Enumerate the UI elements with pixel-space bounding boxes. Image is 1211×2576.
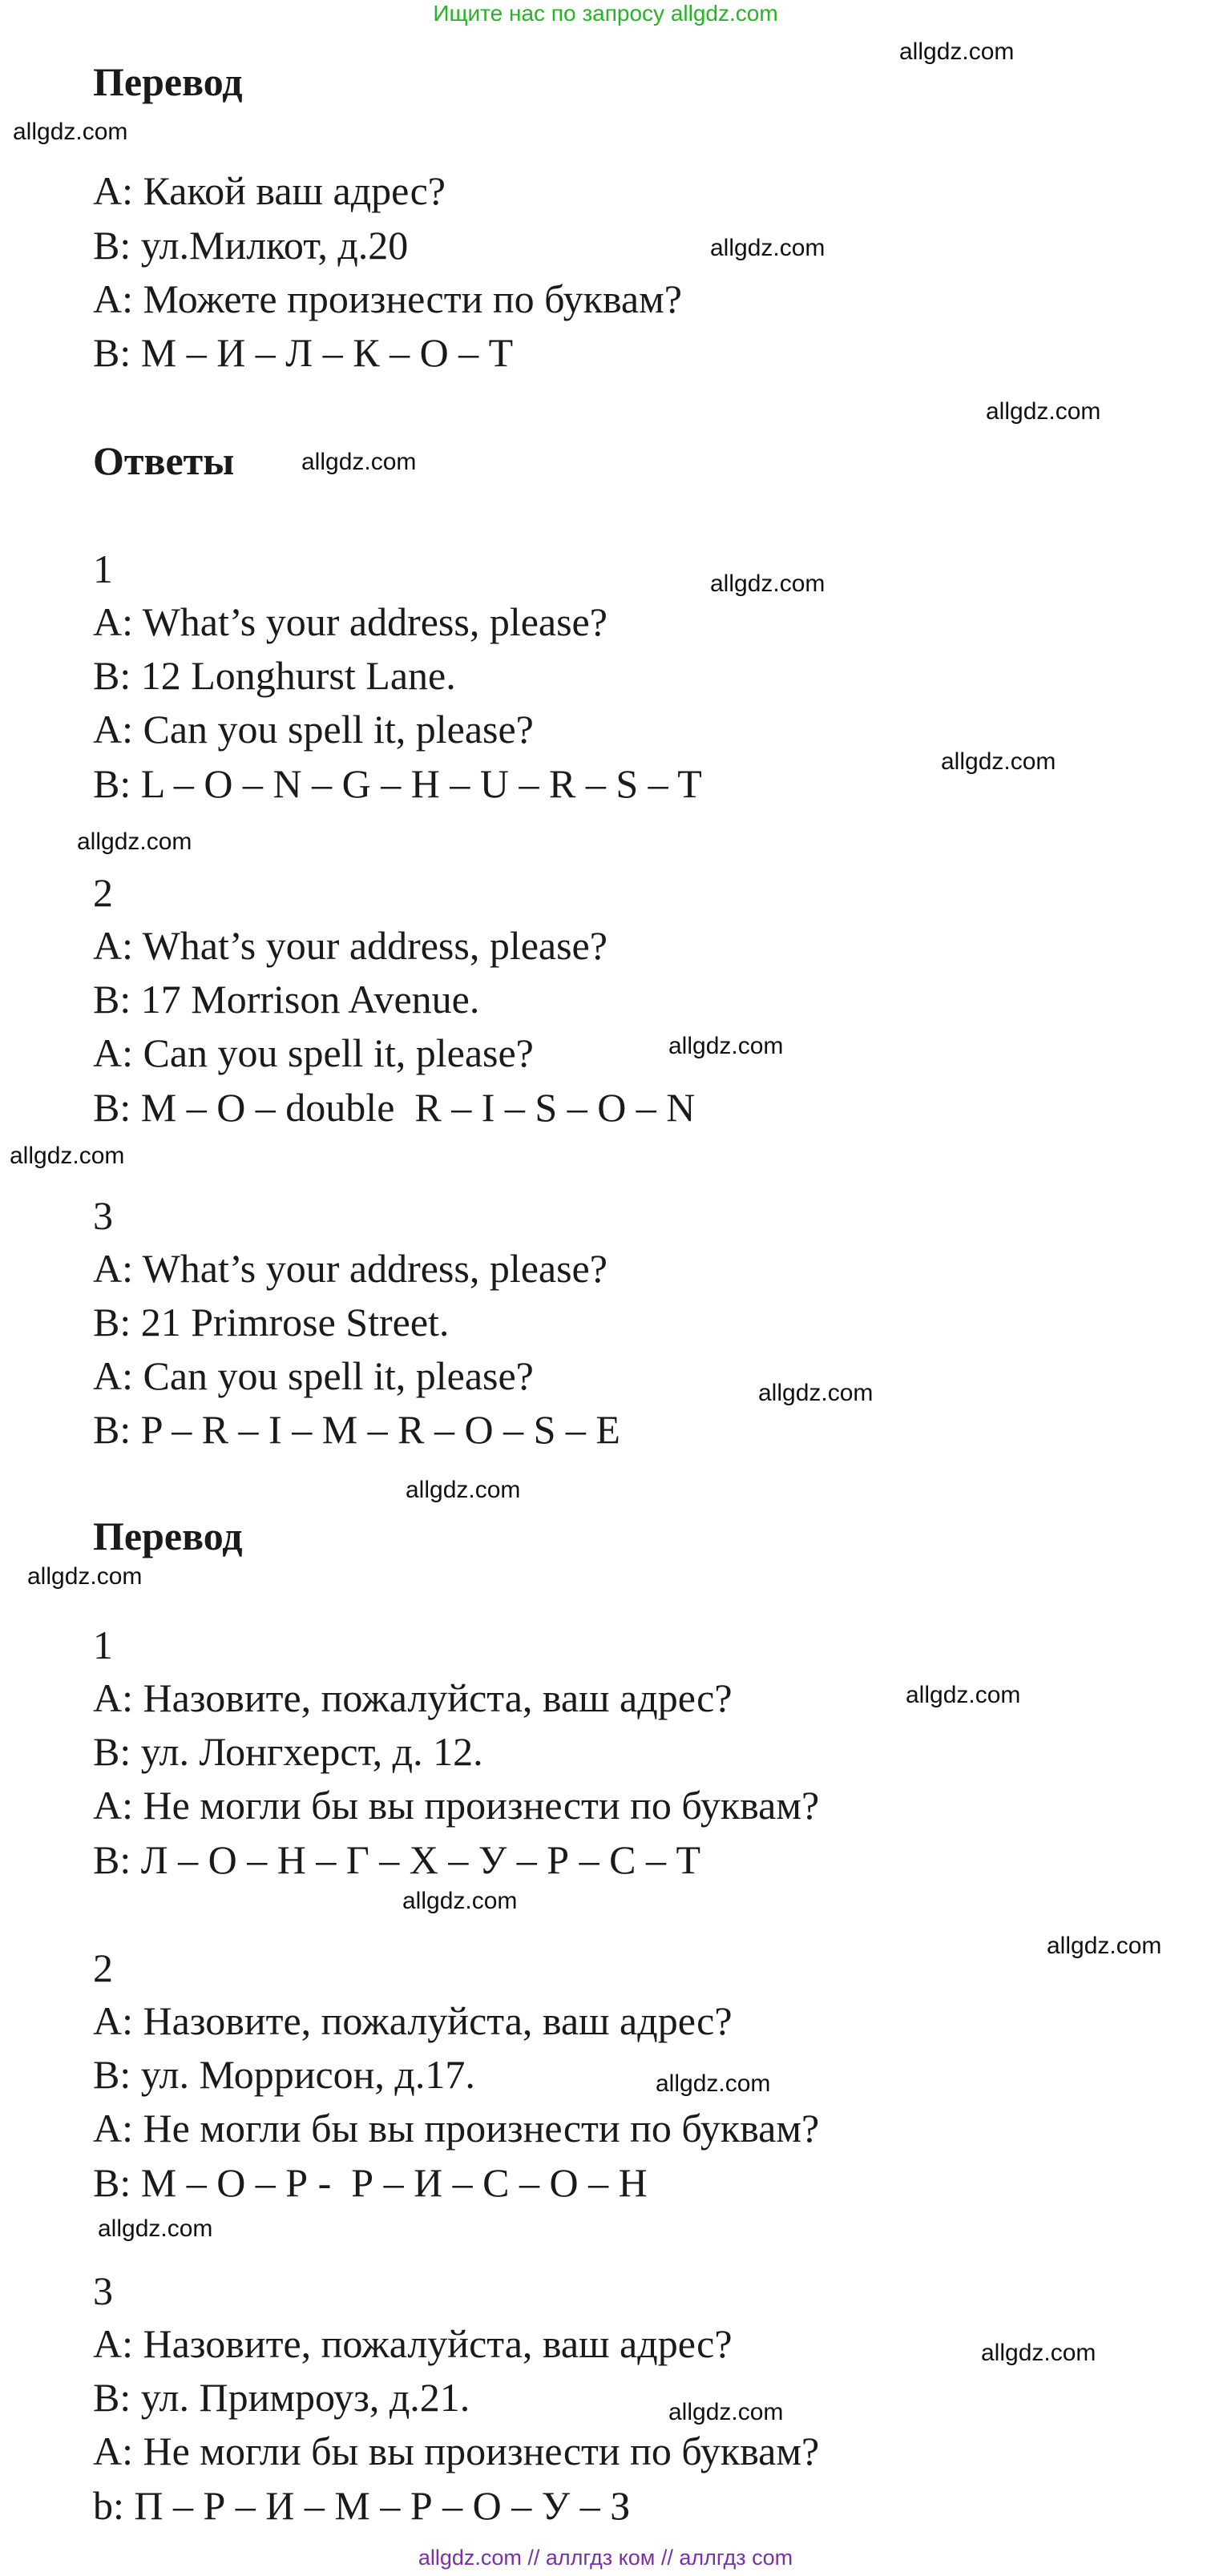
dialog-number: 1 [93,1623,113,1667]
watermark: allgdz.com [668,2399,784,2425]
dialog-line: A: Can you spell it, please? [93,1353,534,1398]
dialog-line: В: Л – О – Н – Г – Х – У – Р – С – Т [93,1837,700,1882]
dialog-number: 1 [93,546,113,591]
dialog-line: А: Не могли бы вы произнести по буквам? [93,1783,820,1828]
watermark: allgdz.com [656,2070,771,2097]
dialog-line: А: Назовите, пожалуйста, ваш адрес? [93,1675,733,1720]
dialog-line: B: L – O – N – G – H – U – R – S – T [93,761,702,806]
dialog-number: 2 [93,870,113,915]
watermark: allgdz.com [899,38,1015,65]
watermark: allgdz.com [710,235,825,261]
dialog-line: B: P – R – I – M – R – O – S – E [93,1407,620,1452]
watermark: allgdz.com [668,1033,784,1059]
dialog-line: A: Can you spell it, please? [93,707,534,752]
watermark: allgdz.com [402,1888,518,1914]
dialog-line: В: ул. Моррисон, д.17. [93,2052,475,2097]
dialog-number: 3 [93,1193,113,1238]
dialog-number: 2 [93,1945,113,1990]
watermark: allgdz.com [710,570,825,597]
dialog-line: A: Can you spell it, please? [93,1030,534,1075]
dialog-line: А: Какой ваш адрес? [93,168,446,213]
watermark: allgdz.com [986,398,1101,425]
watermark: allgdz.com [77,828,192,855]
dialog-line: A: What’s your address, please? [93,1246,608,1291]
dialog-line: В: ул.Милкот, д.20 [93,223,409,268]
dialog-line: B: 17 Morrison Avenue. [93,977,480,1022]
watermark: allgdz.com [941,748,1056,775]
section-heading-translation-intro: Перевод [93,59,243,104]
dialog-number: 3 [93,2268,113,2313]
dialog-line: B: 21 Primrose Street. [93,1300,450,1344]
dialog-line: А: Можете произнести по буквам? [93,276,682,321]
dialog-line: A: What’s your address, please? [93,923,608,968]
dialog-line: А: Назовите, пожалуйста, ваш адрес? [93,1998,733,2043]
dialog-line: А: Не могли бы вы произнести по буквам? [93,2106,820,2151]
dialog-line: B: M – O – double R – I – S – O – N [93,1085,696,1130]
section-heading-translation: Перевод [93,1514,243,1558]
watermark: allgdz.com [906,1682,1021,1708]
dialog-line: b: П – Р – И – М – Р – О – У – З [93,2483,631,2528]
dialog-line: А: Назовите, пожалуйста, ваш адрес? [93,2321,733,2366]
watermark: allgdz.com [27,1563,143,1590]
watermark: allgdz.com [10,1143,125,1169]
watermark: allgdz.com [406,1477,521,1503]
dialog-line: B: 12 Longhurst Lane. [93,653,456,698]
dialog-line: В: М – И – Л – К – О – Т [93,330,514,375]
watermark: allgdz.com [758,1380,874,1406]
watermark: allgdz.com [301,449,417,475]
top-search-banner[interactable]: Ищите нас по запросу allgdz.com [433,1,778,26]
watermark: allgdz.com [98,2215,213,2242]
watermark: allgdz.com [1047,1933,1162,1959]
section-heading-answers: Ответы [93,438,235,483]
footer-links[interactable]: allgdz.com // аллгдз ком // аллгдз com [418,2546,793,2570]
dialog-line: А: Не могли бы вы произнести по буквам? [93,2429,820,2473]
watermark: allgdz.com [13,119,128,145]
dialog-line: A: What’s your address, please? [93,599,608,644]
watermark: allgdz.com [981,2340,1096,2366]
dialog-line: В: ул. Примроуз, д.21. [93,2375,470,2420]
dialog-line: В: М – О – Р - Р – И – С – О – Н [93,2160,648,2205]
dialog-line: В: ул. Лонгхерст, д. 12. [93,1729,483,1774]
